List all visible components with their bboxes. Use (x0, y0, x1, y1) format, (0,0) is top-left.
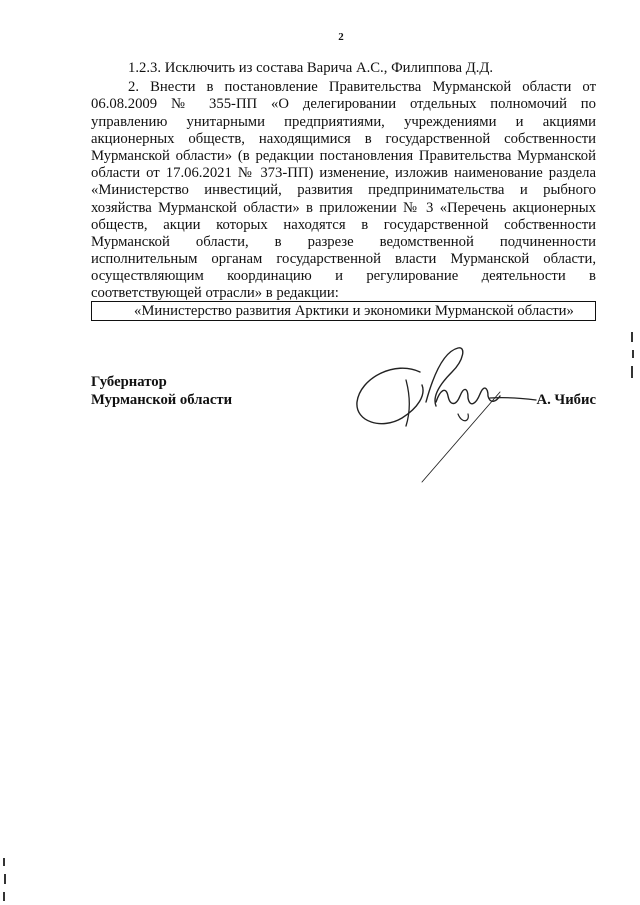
signatory-name: А. Чибис (536, 392, 596, 408)
signature-stroke (426, 348, 463, 406)
scan-artifact (632, 350, 634, 358)
handwritten-signature (340, 340, 550, 490)
signatory-position-line2: Мурманской области (91, 392, 233, 408)
boxed-section-name: «Министерство развития Арктики и экономики Мурманской области» (91, 301, 596, 321)
paragraph-2 (91, 79, 596, 302)
paragraph-line: осуществляющим координацию и регулирование деятельности в (91, 268, 596, 285)
item-1-2-3: 1.2.3. Исключить из состава Варича А.С., Филиппова Д.Д. (128, 60, 494, 76)
scan-artifact (4, 874, 6, 884)
signature-stroke (406, 380, 409, 426)
signature-stroke (458, 414, 468, 421)
signature-stroke (357, 368, 423, 423)
paragraph-line: области от 17.06.2021 № 373-ПП) изменение, изложив наименование раздела (91, 165, 596, 182)
paragraph-line: акционерных обществ, находящимися в государственной собственности (91, 130, 596, 147)
scan-artifact (631, 366, 633, 378)
paragraph-line: Мурманской области» (в редакции постановления Правительства Мурманской (91, 147, 596, 164)
paragraph-line: 2. Внести в постановление Правительства Мурманской области от (128, 79, 596, 96)
page-number: 2 (338, 31, 344, 43)
paragraph-line: Мурманской области, в разрезе ведомственной подчиненности (91, 233, 596, 250)
scan-artifact (3, 892, 5, 901)
paragraph-line: обществ, акции которых находятся в государственной собственности (91, 216, 596, 233)
scan-artifact (631, 332, 633, 342)
paragraph-line: управлению унитарными предприятиями, учреждениями и акциями (91, 113, 596, 130)
paragraph-line: хозяйства Мурманской области» в приложении № 3 «Перечень акционерных (91, 199, 596, 216)
scan-artifact (3, 858, 5, 866)
paragraph-line: «Министерство инвестиций, развития предпринимательства и рыбного (91, 182, 596, 199)
signatory-position-line1: Губернатор (91, 374, 167, 390)
paragraph-line: 06.08.2009 № 355-ПП «О делегировании отдельных полномочий по (91, 96, 596, 113)
paragraph-line: исполнительным органам государственной власти Мурманской области, (91, 251, 596, 268)
paragraph-line: соответствующей отрасли» в редакции: (91, 285, 339, 302)
document-body (91, 60, 596, 303)
signature-stroke (436, 388, 500, 404)
signature-stroke (422, 392, 500, 482)
